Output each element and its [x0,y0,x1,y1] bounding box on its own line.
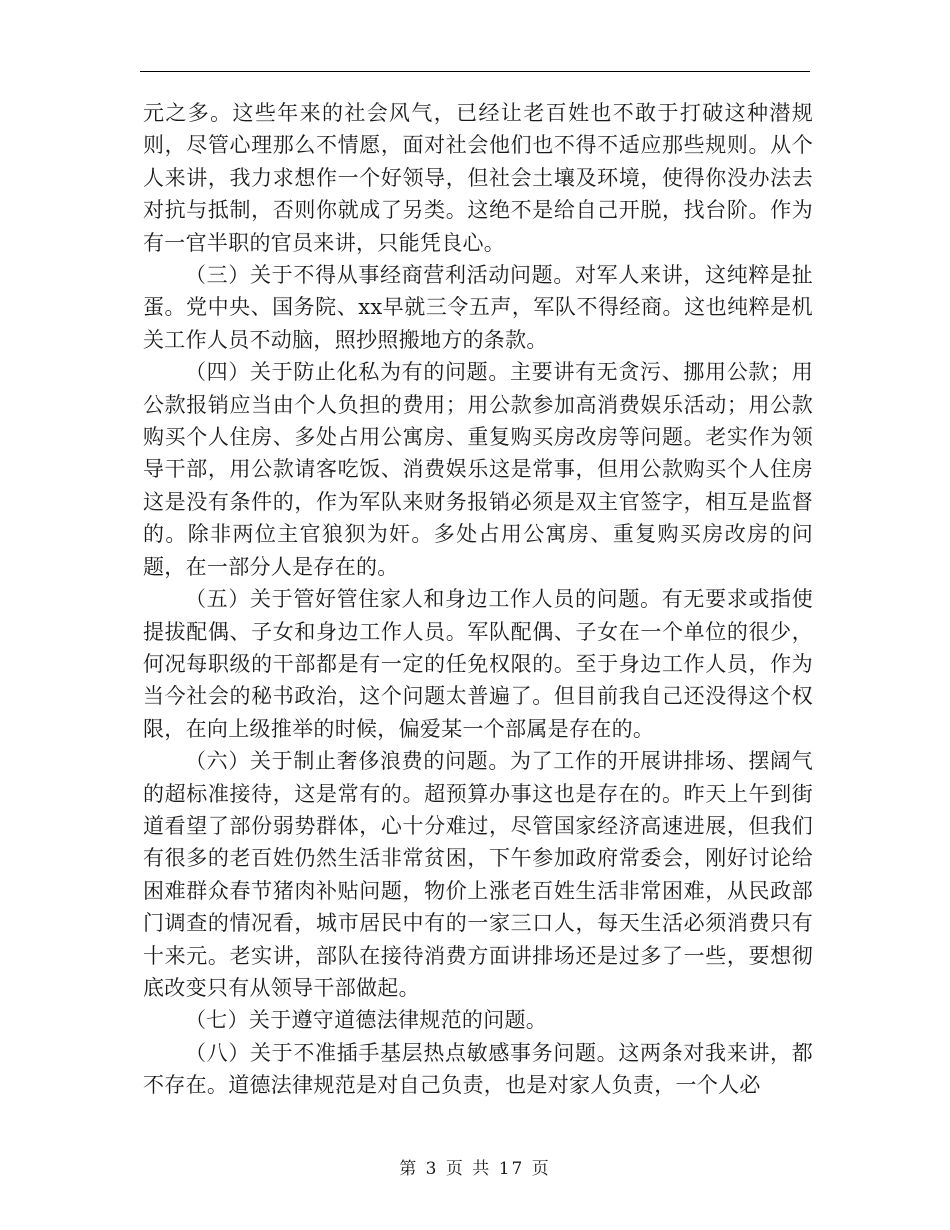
paragraph-section-8: （八）关于不准插手基层热点敏感事务问题。这两条对我来讲，都不存在。道德法律规范是对自己负责，也是对家人负责，一个人必 [143,1040,813,1098]
paragraph-section-4: （四）关于防止化私为有的问题。主要讲有无贪污、挪用公款；用公款报销应当由个人负担的费用；用公款参加高消费娱乐活动；用公款购买个人住房、多处占用公寓房、重复购买房改房等问题。老实作为领导干部，用公款请客吃饭、消费娱乐这是常事，但用公款购买个人住房这是没有条件的，作为军队来财务报销必须是双主官签字，相互是监督的。除非两位主官狼狈为奸。多处占用公寓房、重复购买房改房的问题，在一部分人是存在的。 [143,360,813,579]
paragraph-section-5: （五）关于管好管住家人和身边工作人员的问题。有无要求或指使提拔配偶、子女和身边工作人员。军队配偶、子女在一个单位的很少，何况每职级的干部都是有一定的任免权限的。至于身边工作人员，作为当今社会的秘书政治，这个问题太普遍了。但目前我自己还没得这个权限，在向上级推举的时候，偏爱某一个部属是存在的。 [143,587,813,741]
paragraph-section-6: （六）关于制止奢侈浪费的问题。为了工作的开展讲排场、摆阔气的超标准接待，这是常有的。超预算办事这也是存在的。昨天上午到街道看望了部份弱势群体，心十分难过，尽管国家经济高速进展，但我们有很多的老百姓仍然生活非常贫困，下午参加政府常委会，刚好讨论给困难群众春节猪肉补贴问题，物价上涨老百姓生活非常困难，从民政部门调查的情况看，城市居民中有的一家三口人，每天生活必须消费只有十来元。老实讲，部队在接待消费方面讲排场还是过多了一些，要想彻底改变只有从领导干部做起。 [143,749,813,1000]
header-rule [140,71,810,72]
page-number-footer: 第 3 页 共 17 页 [399,1159,551,1179]
document-body [143,97,813,1102]
paragraph-section-7: （七）关于遵守道德法律规范的问题。 [185,1008,548,1033]
paragraph-section-3: （三）关于不得从事经商营利活动问题。对军人来讲，这纯粹是扯蛋。党中央、国务院、xx早就三令五声，军队不得经商。这也纯粹是机关工作人员不动脑，照抄照搬地方的条款。 [143,263,813,352]
paragraph-continued: 元之多。这些年来的社会风气，已经让老百姓也不敢于打破这种潜规则，尽管心理那么不情愿，面对社会他们也不得不适应那些规则。从个人来讲，我力求想作一个好领导，但社会土壤及环境，使得你没办法去对抗与抵制，否则你就成了另类。这绝不是给自己开脱，找台阶。作为有一官半职的官员来讲，只能凭良心。 [143,101,813,255]
